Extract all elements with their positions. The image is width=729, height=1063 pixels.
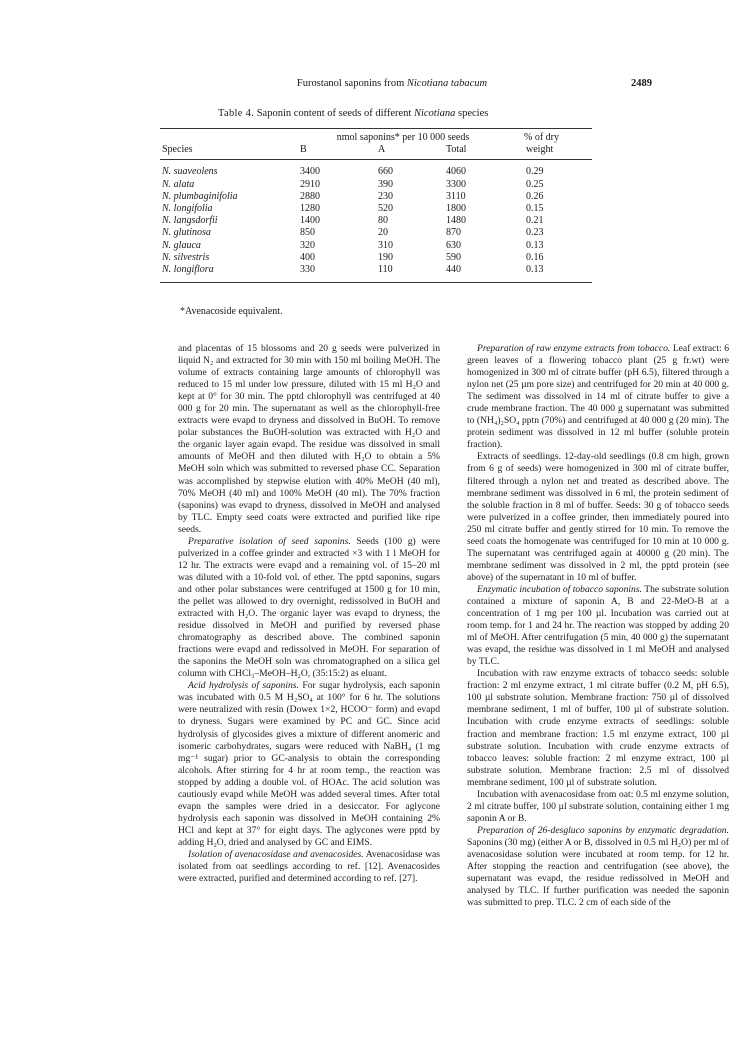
species-cell: N. longifolia <box>162 203 213 215</box>
table-row <box>160 227 592 239</box>
species-cell: N. glutinosa <box>162 227 211 239</box>
weight-cell: 0.26 <box>526 190 544 202</box>
total-cell: 3110 <box>446 190 466 202</box>
a-cell: 190 <box>378 251 393 263</box>
saponin-table <box>160 128 592 283</box>
b-cell: 1400 <box>300 215 320 227</box>
col-species-header: Species <box>160 144 294 160</box>
paragraph: Enzymatic incubation of tobacco saponins. The substrate solution contained a mixture of saponin A, B and 22-MeO-B at a concentration of 1 mg per 100 µl. Incubation was carried out at room temp. for 1 and 24 hr. The reaction was stopped by adding 20 ml of MeOH. After centrifugation (5 min, 40 000 g) the supernatant was evapd, the residue was dissolved in 1 ml MeOH and analysed by TLC. <box>467 583 729 668</box>
total-cell: 1800 <box>446 203 466 215</box>
table-row <box>160 240 592 252</box>
a-cell: 310 <box>378 239 393 251</box>
b-cell: 850 <box>300 227 315 239</box>
total-cell: 630 <box>446 239 461 251</box>
weight-cell: 0.29 <box>526 166 544 178</box>
paragraph: Incubation with avenacosidase from oat: 0.5 ml enzyme solution, 2 ml citrate buffer, 100 µl substrate solution, containing either 1 mg saponin A or B. <box>467 788 729 824</box>
total-cell: 870 <box>446 227 461 239</box>
group-header: nmol saponins* per 10 000 seeds <box>294 129 512 145</box>
species-cell: N. alata <box>162 178 195 190</box>
a-cell: 80 <box>378 215 388 227</box>
paragraph: Isolation of avenacosidase and avenacosides. Avenacosidase was isolated from oat seedlings according to ref. [12]. Avenacosides were extracted, purified and determined according to ref. [27]. <box>178 848 440 885</box>
paragraph: Acid hydrolysis of saponins. For sugar hydrolysis, each saponin was incubated with 0.5 M H₂SO₄ at 100° for 6 hr. The solutions were neutralized with resin (Dowex 1×2, HCOO⁻ form) and evapd to dryness. Sugars were examined by PC and GC. Since acid hydrolysis of glycosides gives a mixture of different anomeric and isomeric carbohydrates, sugars were reduced with NaBH₄ (1 mg mg⁻¹ sugar) prior to GC-analysis to obtain the corresponding alcohols. After stirring for 4 hr at room temp., the reaction was stopped by adding a double vol. of HOAc. The acid solution was cautiously evapd while MeOH was added several times. After total evapn the samples were dried in a desiccator. For aglycone hydrolysis each saponin was dissolved in MeOH containing 2% HCl and kept at 37° for eight days. The aglycones were pptd by adding H₂O, dried and analysed by GC and EIMS. <box>178 680 440 848</box>
right-column <box>467 343 729 909</box>
species-cell: N. longiflora <box>162 264 214 276</box>
weight-cell: 0.15 <box>526 203 544 215</box>
paragraph: Preparative isolation of seed saponins. Seeds (100 g) were pulverized in a coffee grinder and extracted ×3 with 1 l MeOH for 12 hr. The extracts were evapd and a remaining vol. of 15–20 ml was diluted with a 10-fold vol. of ether. The pptd saponins, sugars and other polar substances were centrifuged at 1500 g for 10 min, the pellet was allowed to dry overnight, redissolved in BuOH and extracted with H₂O. The organic layer was evapd to dryness, the residue dissolved in MeOH and purified by reversed phase chromatography as described above. The combined saponin fractions were evapd and redissolved in MeOH. For separation of the saponins the MeOH soln was chromatographed on a silica gel column with CHCl₃–MeOH–H₂O, (35:15:2) as eluant. <box>178 535 440 680</box>
b-cell: 400 <box>300 251 315 263</box>
table-row <box>160 179 592 191</box>
weight-header-2: weight <box>512 144 592 160</box>
total-cell: 3300 <box>446 178 466 190</box>
paragraph: Preparation of 26-desgluco saponins by enzymatic degradation. Saponins (30 mg) (either A or B, dissolved in 0.5 ml H₂O) per ml of avenacosidase solution were incubated at room temp. for 12 hr. After stopping the reaction and centrifugation (see above), the supernatant was evapd, the residue redissolved in MeOH and analysed by TLC. If further purification was needed the saponin was submitted to prep. TLC. 2 cm of each side of the <box>467 824 729 909</box>
table-row <box>160 166 592 178</box>
table-row <box>160 264 592 276</box>
a-cell: 520 <box>378 203 393 215</box>
table-caption: Table 4. Saponin content of seeds of different Nicotiana species <box>218 108 489 119</box>
weight-cell: 0.21 <box>526 215 544 227</box>
b-cell: 1280 <box>300 203 320 215</box>
total-cell: 4060 <box>446 166 466 178</box>
b-cell: 2880 <box>300 190 320 202</box>
weight-header-1: % of dry <box>512 129 592 145</box>
a-cell: 390 <box>378 178 393 190</box>
page-number: 2489 <box>631 78 652 89</box>
table-label: Table 4. <box>218 108 255 119</box>
paragraph: and placentas of 15 blossoms and 20 g seeds were pulverized in liquid N₂ and extracted for 30 min with 150 ml boiling MeOH. The volume of extracts containing large amounts of chlorophyll was reduced to 15 ml under low pressure, diluted with 15 ml H₂O and kept at 0° for 30 min. The pptd chlorophyll was centrifuged at 40 000 g for 20 min. The supernatant as well as the chlorophyll-free extracts were evapd to dryness and dissolved in BuOH. To remove polar substances the BuOH-solution was extracted with H₂O and the organic layer again evapd. The residue was dissolved in small amounts of MeOH and then diluted with H₂O to obtain a 5% MeOH soln which was submitted to reversed phase CC. Separation was accomplished by stepwise elution with 40% MeOH (40 ml), 70% MeOH (40 ml) and 100% MeOH (40 ml). The 70% fraction (saponins) was evapd to dryness, dissolved in MeOH and analysed by TLC. Empty seed coats were extracted and purified like ripe seeds. <box>178 343 440 535</box>
weight-cell: 0.13 <box>526 264 544 276</box>
table-footnote: *Avenacoside equivalent. <box>180 306 283 317</box>
a-cell: 230 <box>378 190 393 202</box>
total-cell: 440 <box>446 264 461 276</box>
a-cell: 110 <box>378 264 393 276</box>
col-b-header: B <box>294 144 358 160</box>
paragraph: Preparation of raw enzyme extracts from tobacco. Leaf extract: 6 green leaves of a flowering tobacco plant (25 g fr.wt) were homogenized in 300 ml of citrate buffer (pH 6.5), filtered through a nylon net (25 µm pore size) and centrifuged for 20 min at 40 000 g. The sediment was dissolved in 14 ml of citrate buffer to give a crude membrane fraction. The 40 000 g supernatant was submitted to (NH₄)₂SO₄ pptn (70%) and centrifuged at 40 000 g (20 min). The protein sediment was dissolved in 12 ml buffer (soluble protein fraction). <box>467 343 729 451</box>
b-cell: 2910 <box>300 178 320 190</box>
weight-cell: 0.23 <box>526 227 544 239</box>
total-cell: 590 <box>446 251 461 263</box>
weight-cell: 0.16 <box>526 251 544 263</box>
b-cell: 320 <box>300 239 315 251</box>
weight-cell: 0.13 <box>526 239 544 251</box>
left-column <box>178 343 440 885</box>
running-title: Furostanol saponins from Nicotiana tabacum <box>296 78 488 89</box>
species-cell: N. suaveolens <box>162 166 218 178</box>
a-cell: 20 <box>378 227 388 239</box>
species-cell: N. plumbaginifolia <box>162 190 238 202</box>
a-cell: 660 <box>378 166 393 178</box>
species-cell: N. glauca <box>162 239 201 251</box>
total-cell: 1480 <box>446 215 466 227</box>
species-cell: N. silvestris <box>162 251 210 263</box>
col-total-header: Total <box>430 144 512 160</box>
col-a-header: A <box>358 144 430 160</box>
species-cell: N. langsdorfii <box>162 215 218 227</box>
table-row <box>160 252 592 264</box>
b-cell: 330 <box>300 264 315 276</box>
weight-cell: 0.25 <box>526 178 544 190</box>
paragraph: Incubation with raw enzyme extracts of tobacco seeds: soluble fraction: 2 ml enzyme extract, 1 ml citrate buffer (0.2 M, pH 6.5), 100 µl substrate solution. Membrane fraction: 750 µl of dissolved membrane sediment, 1 ml of buffer, 100 µl of substrate solution. Incubation with crude enzyme extracts of seedlings: soluble fraction and membrane fraction: 1.5 ml enzyme extract, 100 µl substrate solution. Incubation with crude enzyme extracts of tobacco leaves: soluble fraction: 2 ml enzyme extract, 100 µl substrate solution. Membrane fraction: 2.5 ml of dissolved membrane sediment, 100 µl of substrate solution. <box>467 668 729 788</box>
table-row <box>160 203 592 215</box>
table-row <box>160 191 592 203</box>
b-cell: 3400 <box>300 166 320 178</box>
paragraph: Extracts of seedlings. 12-day-old seedlings (0.8 cm high, grown from 6 g of seeds) were homogenized in 300 ml of citrate buffer, filtered through a nylon net and treated as described above. The membrane sediment was dissolved in 6 ml, the protein sediment of the soluble fraction in 8 ml of buffer. Seeds: 30 g of tobacco seeds were pulverized in a coffee grinder, then immediately poured into 250 ml citrate buffer and gently stirred for 10 min. To remove the seed coats the homogenate was centrifuged for 10 min at 10 000 g. The supernatant was centrifuged again at 40000 g (20 min). The membrane sediment was dissolved in 2 ml, the pptd protein (see above) of the supernatant in 10 ml of buffer. <box>467 451 729 583</box>
table-row <box>160 215 592 227</box>
